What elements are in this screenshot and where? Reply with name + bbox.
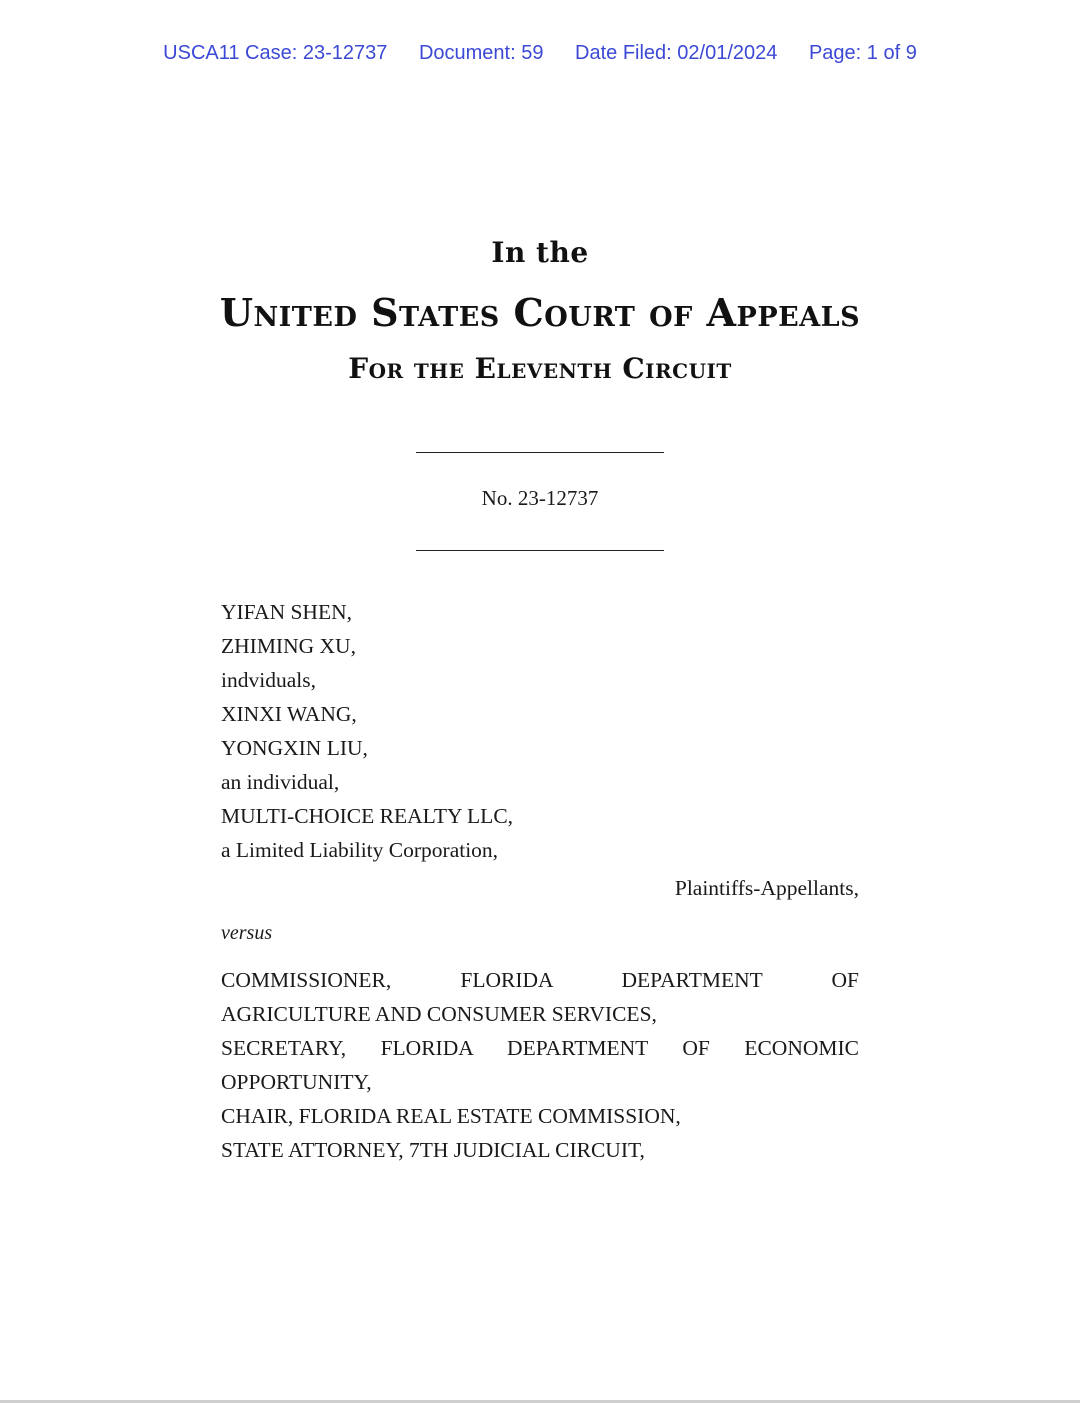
plaintiff-line: YONGXIN LIU, xyxy=(221,736,368,760)
plaintiff-line: XINXI WANG, xyxy=(221,702,357,726)
plaintiff-line: ZHIMING XU, xyxy=(221,634,356,658)
divider-bottom xyxy=(416,550,664,551)
defendant-line: AGRICULTURE AND CONSUMER SERVICES, xyxy=(221,1002,657,1026)
plaintiff-line: MULTI-CHOICE REALTY LLC, xyxy=(221,804,514,828)
header-page: Page: 1 of 9 xyxy=(808,42,917,64)
defendant-line: COMMISSIONER, FLORIDA DEPARTMENT OF xyxy=(221,968,859,992)
plaintiff-line: a Limited Liability Corporation, xyxy=(221,838,499,862)
header-date-filed: Date Filed: 02/01/2024 xyxy=(575,42,778,64)
court-name: United States Court of Appeals xyxy=(219,290,861,335)
defendant-line: OPPORTUNITY, xyxy=(221,1070,372,1094)
filing-header xyxy=(0,42,1080,65)
case-number: No. 23-12737 xyxy=(481,486,599,510)
divider-top xyxy=(416,452,664,453)
plaintiffs-role: Plaintiffs-Appellants, xyxy=(674,876,859,900)
versus-label: versus xyxy=(221,922,273,944)
plaintiff-line: an individual, xyxy=(221,770,340,794)
plaintiff-line: indviduals, xyxy=(221,668,316,692)
court-in-the: In the xyxy=(491,236,589,269)
plaintiffs-list xyxy=(221,595,859,867)
defendant-line: STATE ATTORNEY, 7TH JUDICIAL CIRCUIT, xyxy=(221,1138,645,1162)
header-case: USCA11 Case: 23-12737 xyxy=(163,42,388,64)
defendants-list xyxy=(221,963,859,1167)
defendant-line: CHAIR, FLORIDA REAL ESTATE COMMISSION, xyxy=(221,1104,681,1128)
header-document: Document: 59 xyxy=(418,42,544,64)
defendant-line: SECRETARY, FLORIDA DEPARTMENT OF ECONOMIC xyxy=(221,1036,859,1060)
plaintiff-line: YIFAN SHEN, xyxy=(221,600,352,624)
court-circuit: For the Eleventh Circuit xyxy=(348,352,732,385)
